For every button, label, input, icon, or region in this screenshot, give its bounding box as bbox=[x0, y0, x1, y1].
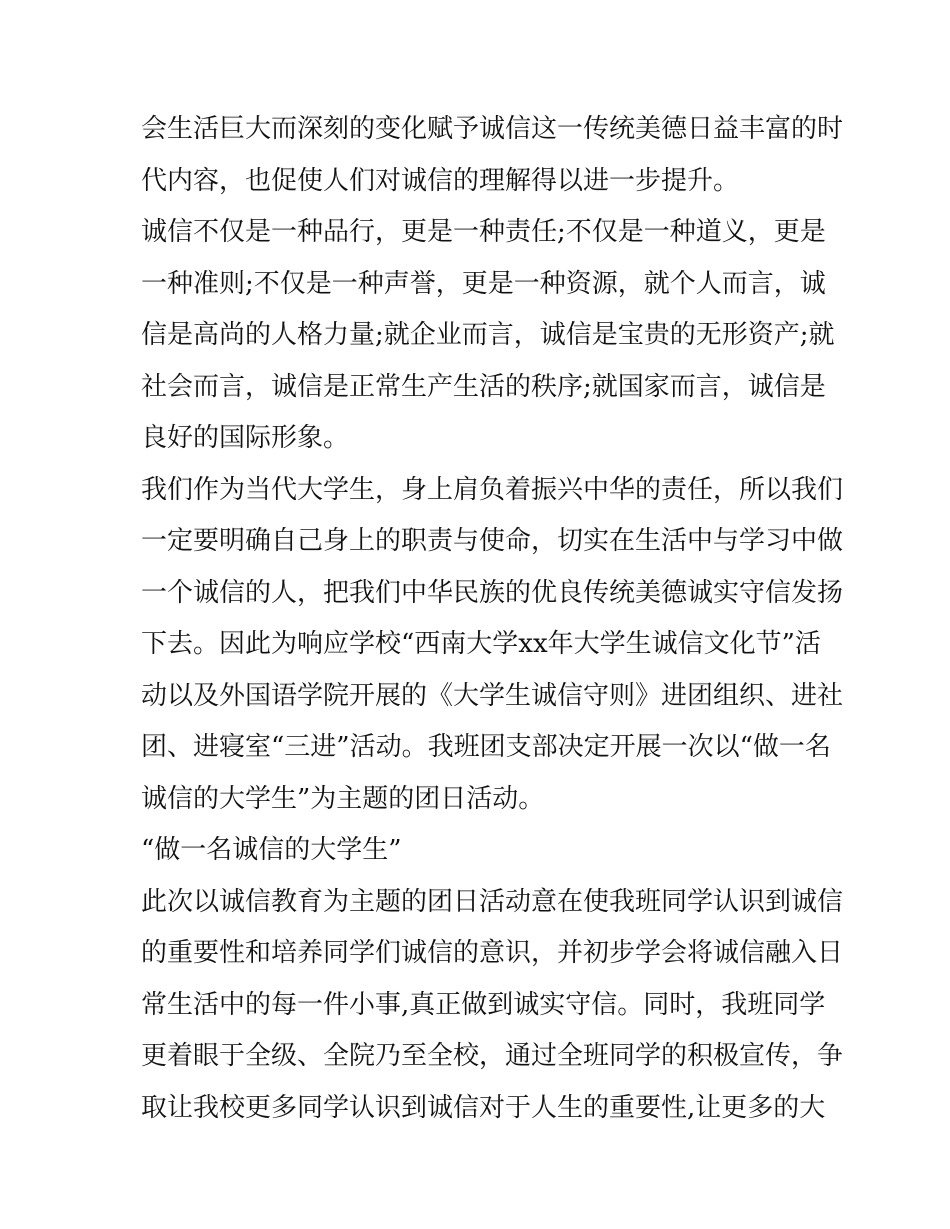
text-line: 下去。因此为响应学校“西南大学xx年大学生诚信文化节”活 bbox=[141, 629, 821, 659]
text-line: 社会而言，诚信是正常生产生活的秩序;就国家而言，诚信是 bbox=[141, 371, 826, 402]
section-heading: “做一名诚信的大学生” bbox=[141, 835, 402, 865]
text-line: 一种准则;不仅是一种声誉，更是一种资源，就个人而言，诚 bbox=[141, 268, 826, 299]
text-line: 取让我校更多同学认识到诚信对于人生的重要性,让更多的大 bbox=[141, 1092, 826, 1123]
text-line: 此次以诚信教育为主题的团日活动意在使我班同学认识到诚信 bbox=[141, 886, 844, 917]
text-line: 动以及外国语学院开展的《大学生诚信守则》进团组织、进社 bbox=[141, 680, 844, 711]
text-line: 代内容，也促使人们对诚信的理解得以进一步提升。 bbox=[141, 165, 740, 196]
text-line: 诚信的大学生”为主题的团日活动。 bbox=[141, 783, 545, 814]
text-line: 团、进寝室“三进”活动。我班团支部决定开展一次以“做一名 bbox=[141, 732, 831, 762]
text-line: 一定要明确自己身上的职责与使命，切实在生活中与学习中做 bbox=[141, 526, 844, 556]
text-line: 会生活巨大而深刻的变化赋予诚信这一传统美德日益丰富的时 bbox=[141, 114, 844, 144]
text-line: 良好的国际形象。 bbox=[141, 423, 350, 453]
text-line: 一个诚信的人，把我们中华民族的优良传统美德诚实守信发扬 bbox=[141, 577, 844, 608]
text-line: 我们作为当代大学生，身上肩负着振兴中华的责任，所以我们 bbox=[141, 474, 844, 505]
text-line: 的重要性和培养同学们诚信的意识，并初步学会将诚信融入日 bbox=[141, 938, 844, 968]
text-line: 信是高尚的人格力量;就企业而言，诚信是宝贵的无形资产;就 bbox=[141, 320, 835, 350]
text-line: 常生活中的每一件小事,真正做到诚实守信。同时，我班同学 bbox=[141, 989, 826, 1020]
document-body bbox=[141, 104, 844, 1134]
text-line: 更着眼于全级、全院乃至全校，通过全班同学的积极宣传，争 bbox=[141, 1041, 844, 1071]
text-line: 诚信不仅是一种品行，更是一种责任;不仅是一种道义，更是 bbox=[141, 217, 826, 247]
